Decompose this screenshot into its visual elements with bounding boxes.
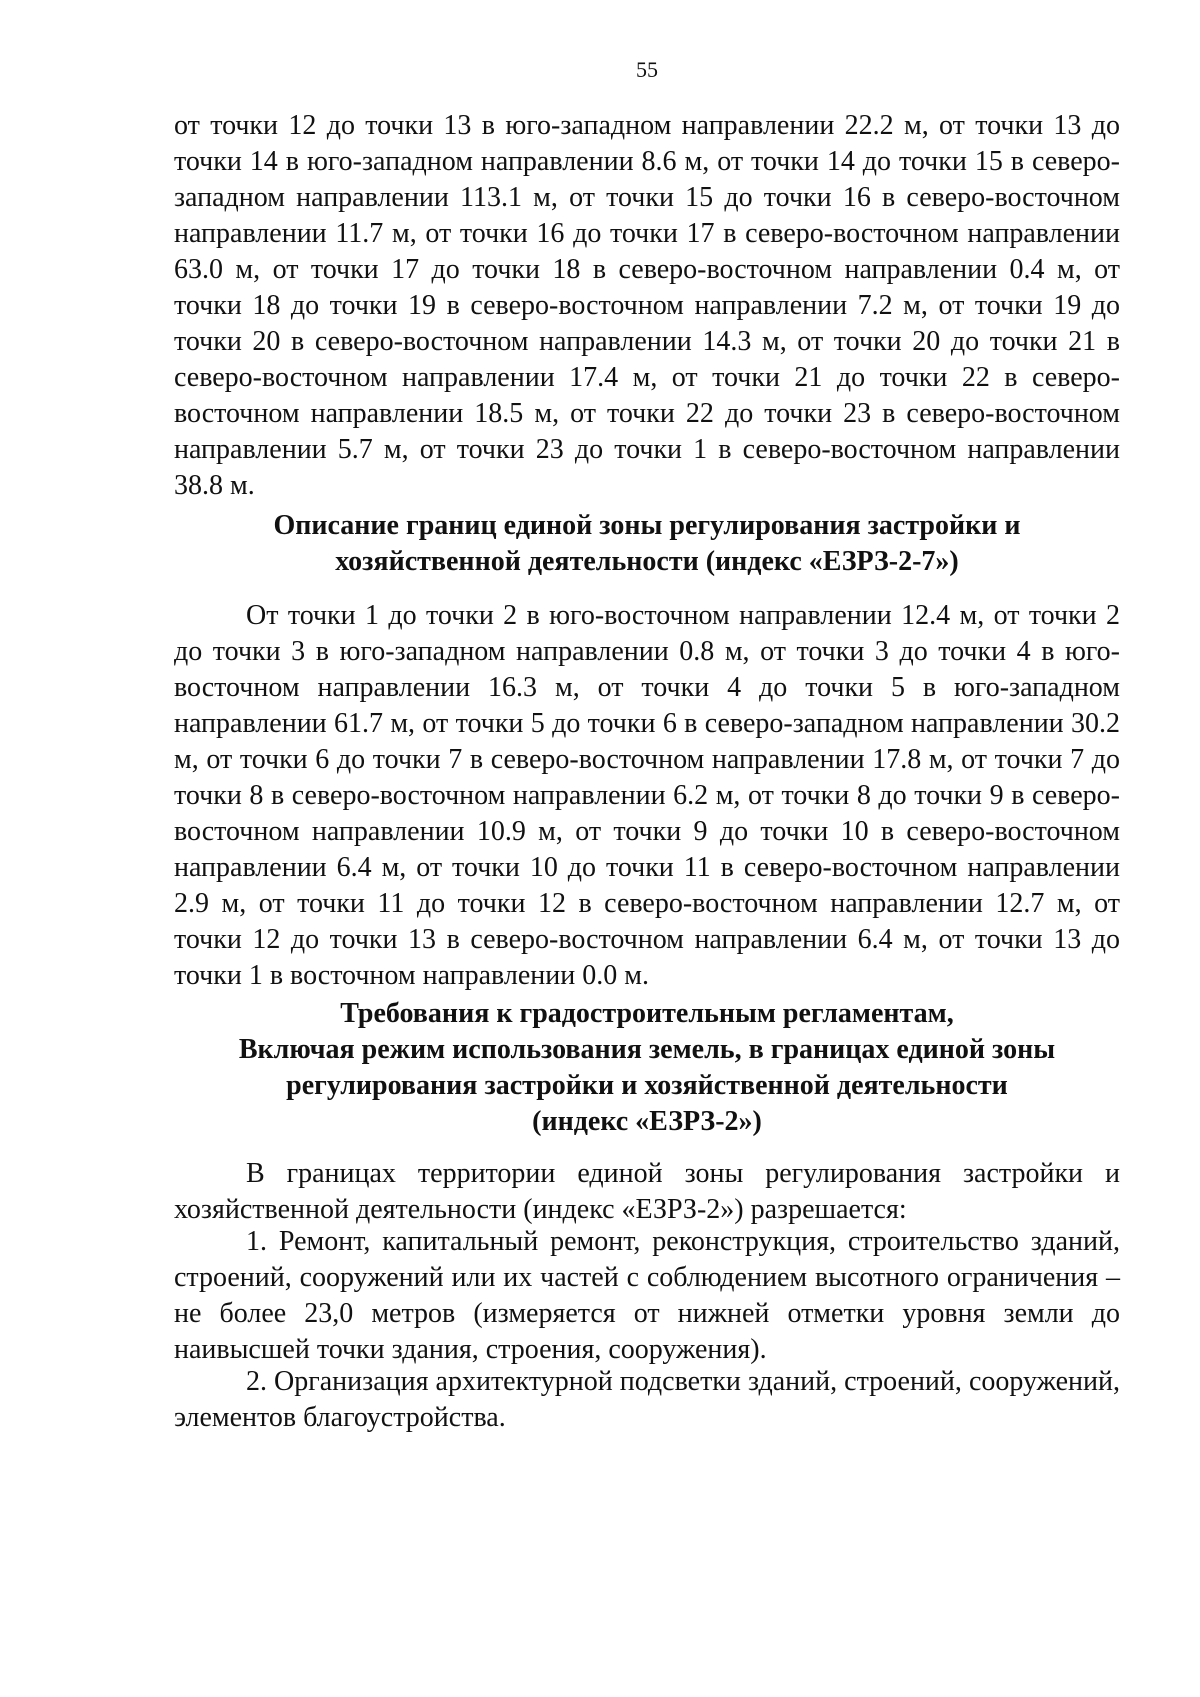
- section-heading-requirements: [174, 996, 1120, 1140]
- requirement-item-2: 2. Организация архитектурной подсветки зданий, строений, сооружений, элементов благоустройства.: [174, 1366, 1120, 1433]
- heading-line: Требования к градостроительным регламентам,: [340, 998, 954, 1029]
- heading-line: хозяйственной деятельности (индекс «ЕЗРЗ-2-7»): [335, 546, 959, 577]
- continuation-paragraph: от точки 12 до точки 13 в юго-западном направлении 22.2 м, от точки 13 до точки 14 в юго-западном направлении 8.6 м, от точки 14 до точки 15 в северо-западном направлении 113.1 м, от точки 15 до точки 16 в северо-восточном направлении 11.7 м, от точки 16 до точки 17 в северо-восточном направлении 63.0 м, от точки 17 до точки 18 в северо-восточном направлении 0.4 м, от точки 18 до точки 19 в северо-восточном направлении 7.2 м, от точки 19 до точки 20 в северо-восточном направлении 14.3 м, от точки 20 до точки 21 в северо-восточном направлении 17.4 м, от точки 21 до точки 22 в северо-восточном направлении 18.5 м, от точки 22 до точки 23 в северо-восточном направлении 5.7 м, от точки 23 до точки 1 в северо-восточном направлении 38.8 м.: [174, 110, 1120, 501]
- requirements-intro-paragraph: В границах территории единой зоны регулирования застройки и хозяйственной деятельности (индекс «ЕЗРЗ-2») разрешается:: [174, 1158, 1120, 1225]
- heading-line: (индекс «ЕЗРЗ-2»): [532, 1106, 762, 1137]
- heading-line: Описание границ единой зоны регулирования застройки и: [273, 510, 1021, 541]
- boundary-description-paragraph: От точки 1 до точки 2 в юго-восточном направлении 12.4 м, от точки 2 до точки 3 в юго-западном направлении 0.8 м, от точки 3 до точки 4 в юго-восточном направлении 16.3 м, от точки 4 до точки 5 в юго-западном направлении 61.7 м, от точки 5 до точки 6 в северо-западном направлении 30.2 м, от точки 6 до точки 7 в северо-восточном направлении 17.8 м, от точки 7 до точки 8 в северо-восточном направлении 6.2 м, от точки 8 до точки 9 в северо-восточном направлении 10.9 м, от точки 9 до точки 10 в северо-восточном направлении 6.4 м, от точки 10 до точки 11 в северо-восточном направлении 2.9 м, от точки 11 до точки 12 в северо-восточном направлении 12.7 м, от точки 12 до точки 13 в северо-восточном направлении 6.4 м, от точки 13 до точки 1 в восточном направлении 0.0 м.: [174, 600, 1120, 991]
- section-heading-ezrz-2-7: [174, 508, 1120, 580]
- heading-line: регулирования застройки и хозяйственной деятельности: [286, 1070, 1008, 1101]
- requirement-item-1: 1. Ремонт, капитальный ремонт, реконструкция, строительство зданий, строений, сооружений или их частей с соблюдением высотного ограничения – не более 23,0 метров (измеряется от нижней отметки уровня земли до наивысшей точки здания, строения, сооружения).: [174, 1226, 1120, 1365]
- page-number: 55: [636, 57, 658, 82]
- heading-line: Включая режим использования земель, в границах единой зоны: [238, 1034, 1056, 1065]
